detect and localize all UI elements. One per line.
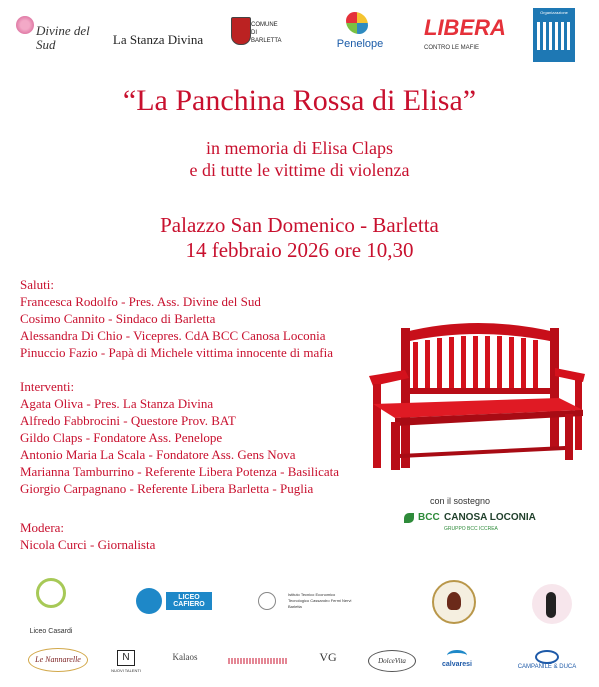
logo-liceo-cafiero: LICEO CAFIERO [136, 588, 216, 620]
bottom-logos-row-2 [0, 648, 599, 682]
cafiero-c-icon [136, 588, 162, 614]
modera-heading: Modera: [20, 520, 65, 535]
interventi-item: Antonio Maria La Scala - Fondatore Ass. Gens Nova [20, 447, 296, 462]
logo-vg: VG [319, 650, 337, 664]
logo-divine-del-sud: Divine del Sud [14, 14, 94, 54]
logo-right-association [532, 584, 572, 624]
logo-le-nannarelle: Le Nannarelle [28, 648, 88, 672]
logo-dolcevita: DolceVita [368, 650, 416, 672]
logo-calvaresi: calvaresi [434, 650, 480, 668]
logo-organization: Organizzazione [533, 8, 575, 62]
bcc-logo: BCC CANOSA LOCONIA GRUPPO BCC ICCREA [404, 512, 534, 536]
interventi-section [20, 378, 339, 497]
bottom-logos-row-1 [0, 578, 599, 638]
interventi-heading: Interventi: [20, 379, 75, 394]
logo-campanile-duca: CAMPANILE & DUCA [510, 650, 584, 670]
subtitle-line-2: e di tutte le vittime di violenza [189, 160, 410, 180]
logo-nuovi-talenti: N NUOVI TALENTI [111, 652, 141, 673]
modera-section [20, 519, 155, 553]
logo-istituto-tecnico: Istituto Tecnico Economico Tecnologico Cassandro Fermi Nervi Barletta [258, 592, 348, 622]
figure-icon [546, 592, 556, 618]
top-logo-bar [0, 0, 599, 70]
logo-small-red [228, 658, 288, 664]
portrait-icon [447, 592, 461, 610]
venue: Palazzo San Domenico - Barletta [160, 213, 439, 237]
event-date: 14 febbraio 2026 ore 10,30 [185, 238, 414, 262]
logo-round-association [432, 580, 476, 624]
bcc-leaf-icon [404, 513, 414, 523]
logo-penelope: Penelope [330, 10, 390, 62]
saluti-item: Francesca Rodolfo - Pres. Ass. Divine del Sud [20, 294, 261, 309]
saluti-item: Cosimo Cannito - Sindaco di Barletta [20, 311, 216, 326]
event-title: “La Panchina Rossa di Elisa” [122, 84, 477, 117]
logo-liceo-casardi: Liceo Casardi [26, 578, 76, 635]
red-bench-image [365, 318, 590, 473]
sponsor-caption: con il sostegno [430, 496, 491, 506]
saluti-section [20, 276, 333, 361]
subtitle-line-1: in memoria di Elisa Claps [206, 138, 393, 158]
wreath-icon [36, 578, 66, 608]
interventi-item: Marianna Tamburrino - Referente Libera Potenza - Basilicata [20, 464, 340, 479]
logo-kalaos: Kalaos [172, 652, 198, 662]
logo-libera: LIBERA CONTRO LE MAFIE [424, 15, 506, 51]
calvaresi-swoosh-icon [447, 650, 467, 661]
interventi-item: Alfredo Fabbrocini - Questore Prov. BAT [20, 413, 236, 428]
coat-of-arms-icon [231, 17, 251, 45]
saluti-heading: Saluti: [20, 277, 54, 292]
modera-item: Nicola Curci - Giornalista [20, 537, 156, 552]
interventi-item: Giorgio Carpagnano - Referente Libera Barletta - Puglia [20, 481, 314, 496]
saluti-item: Alessandra Di Chio - Vicepres. CdA BCC Canosa Loconia [20, 328, 326, 343]
logo-comune-barletta: COMUNE DI BARLETTA [229, 17, 279, 55]
saluti-item: Pinuccio Fazio - Papà di Michele vittima innocente di mafia [20, 345, 333, 360]
flower-icon [16, 16, 34, 34]
interventi-item: Agata Oliva - Pres. La Stanza Divina [20, 396, 214, 411]
institute-emblem-icon [258, 592, 276, 610]
nt-mark-icon: N [117, 650, 135, 666]
interventi-item: Gildo Claps - Fondatore Ass. Penelope [20, 430, 223, 445]
cd-mark-icon [535, 650, 559, 664]
butterfly-icon [346, 12, 368, 34]
logo-la-stanza-divina: La Stanza Divina [112, 32, 204, 47]
building-icon [537, 22, 571, 50]
